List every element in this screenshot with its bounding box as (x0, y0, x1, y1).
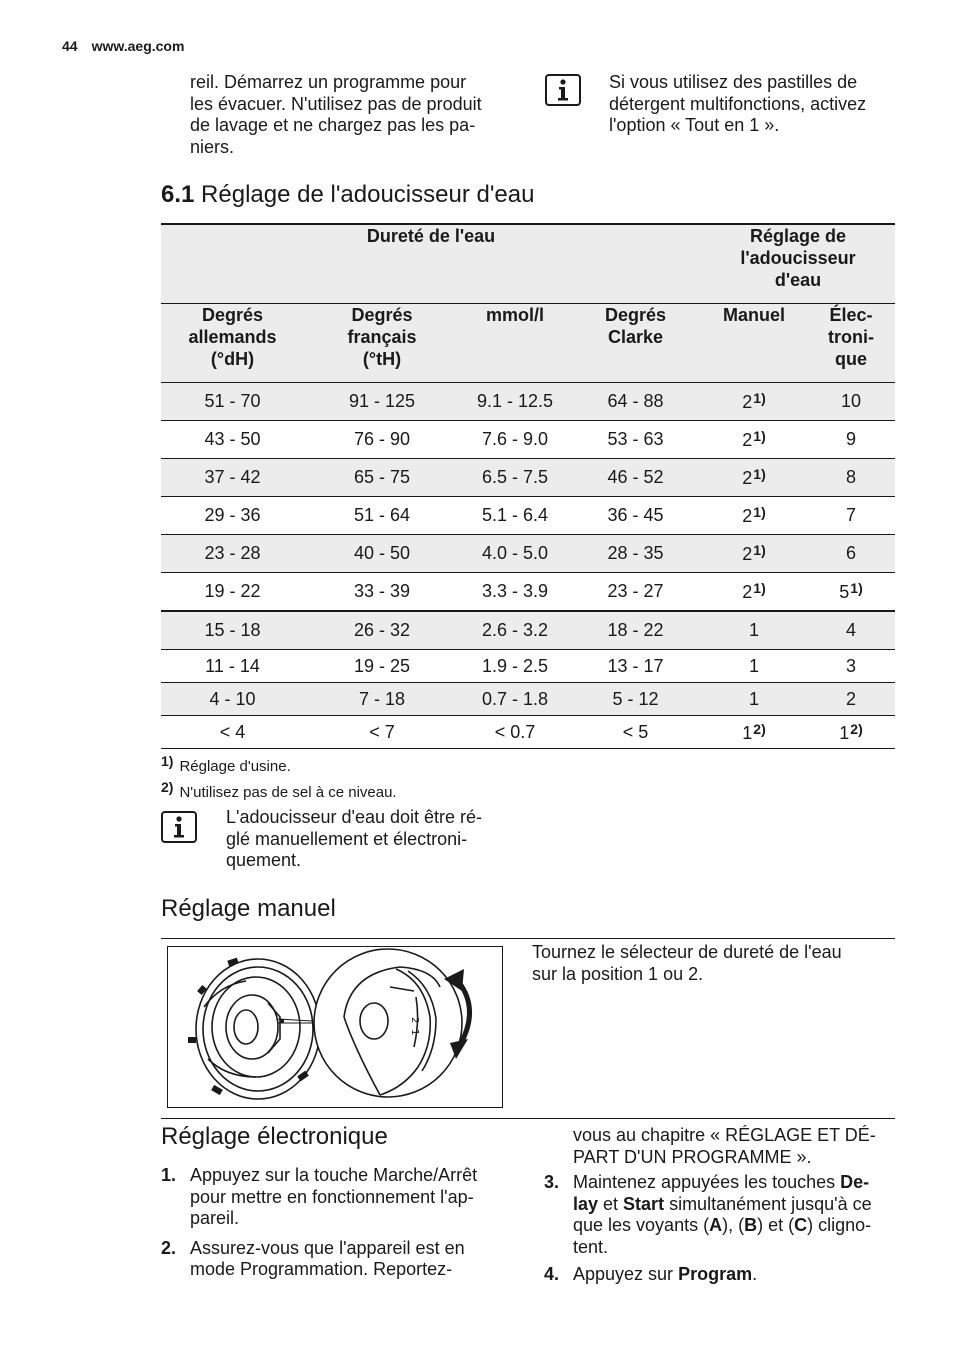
step-text: ) cligno- (807, 1215, 872, 1235)
step-number: 2. (161, 1237, 177, 1258)
cell-th: 91 - 125 (304, 383, 460, 421)
setting-value: 2 (845, 688, 856, 709)
step-2-continuation (573, 1125, 903, 1168)
divider (161, 1118, 895, 1119)
step-3 (544, 1172, 904, 1258)
footnote-text: N'utilisez pas de sel à ce niveau. (179, 784, 397, 801)
cell-manuel (701, 611, 807, 650)
cell-th: 7 - 18 (304, 683, 460, 716)
cell-elec (807, 383, 895, 421)
setting-value: 2 (742, 582, 753, 602)
cell-mmol: 9.1 - 12.5 (460, 383, 570, 421)
step-text: et (598, 1193, 624, 1214)
cell-clarke: 5 - 12 (570, 683, 701, 716)
cell-clarke: 53 - 63 (570, 421, 701, 459)
text-line: sur la position 1 ou 2. (532, 963, 704, 984)
manual-setting-text (532, 942, 892, 985)
info-note-softener (226, 807, 526, 872)
header-line: allemands (188, 327, 277, 347)
footnote-ref: 1) (850, 580, 863, 596)
note-line: L'adoucisseur d'eau doit être ré- (226, 807, 483, 827)
cell-dh: 37 - 42 (161, 459, 304, 497)
table-row (161, 497, 895, 535)
table-row (161, 535, 895, 573)
cell-th: 33 - 39 (304, 573, 460, 612)
column-header-mmol (460, 304, 570, 383)
cell-mmol: 0.7 - 1.8 (460, 683, 570, 716)
table-row (161, 611, 895, 650)
header-line: (°dH) (210, 349, 255, 369)
header-line: Degrés (604, 305, 667, 325)
header-line: Degrés (351, 305, 413, 325)
button-name-delay: De- (840, 1172, 870, 1192)
header-line: Manuel (722, 305, 785, 325)
page-header (62, 38, 198, 54)
header-line: français (347, 327, 417, 347)
section-title (161, 181, 534, 209)
cell-dh: 19 - 22 (161, 573, 304, 612)
footnote-ref: 1) (753, 390, 766, 406)
cell-mmol: 7.6 - 9.0 (460, 421, 570, 459)
cell-th: 65 - 75 (304, 459, 460, 497)
cell-dh: 43 - 50 (161, 421, 304, 459)
note-line: l'option « Tout en 1 ». (609, 115, 780, 135)
column-header-electronique (807, 304, 895, 383)
note-line: glé manuellement et électroni- (226, 828, 468, 849)
column-header-manuel (701, 304, 807, 383)
cell-elec (807, 611, 895, 650)
indicator-c: C (794, 1215, 808, 1235)
note-line: détergent multifonctions, activez (609, 93, 867, 114)
cell-manuel (701, 383, 807, 421)
cell-elec (807, 459, 895, 497)
cell-manuel (701, 683, 807, 716)
cell-manuel (701, 716, 807, 749)
cell-manuel (701, 573, 807, 612)
setting-value: 10 (840, 391, 862, 411)
intro-line: reil. Démarrez un programme pour (190, 72, 467, 92)
setting-value: 8 (845, 467, 856, 487)
intro-text (190, 72, 520, 158)
cell-dh: 29 - 36 (161, 497, 304, 535)
cell-dh: < 4 (161, 716, 304, 749)
dial-label-1: 1 (409, 1029, 420, 1036)
cell-elec (807, 650, 895, 683)
header-line: l'adoucisseur (740, 248, 856, 268)
header-line: Réglage de (749, 226, 847, 246)
manual-setting-title: Réglage manuel (161, 895, 336, 922)
step-text: ) et ( (757, 1215, 795, 1235)
step-2 (161, 1238, 511, 1281)
cell-manuel (701, 421, 807, 459)
setting-value: 1 (748, 620, 759, 640)
info-icon (545, 74, 581, 106)
step-text: . (752, 1264, 758, 1284)
website-url: www.aeg.com (91, 38, 185, 54)
cell-clarke: 46 - 52 (570, 459, 701, 497)
softener-dial-illustration (167, 946, 503, 1108)
section-number: 6.1 (161, 181, 195, 208)
step-text: Maintenez appuyées les touches (573, 1172, 841, 1192)
group-header-softener (701, 224, 895, 304)
header-line: Élec- (829, 305, 873, 325)
setting-value: 6 (845, 543, 856, 563)
group-header-hardness: Dureté de l'eau (161, 224, 701, 304)
step-line: PART D'UN PROGRAMME ». (573, 1146, 812, 1167)
cell-elec (807, 716, 895, 749)
step-text: que les voyants ( (573, 1215, 710, 1235)
note-line: quement. (226, 850, 302, 870)
step-number: 3. (544, 1172, 560, 1192)
footnote-1 (161, 752, 291, 776)
dial-drawing (168, 947, 502, 1107)
cell-manuel (701, 459, 807, 497)
cell-elec (807, 535, 895, 573)
cell-clarke: < 5 (570, 716, 701, 749)
footnote-mark: 2) (161, 779, 174, 795)
cell-clarke: 36 - 45 (570, 497, 701, 535)
cell-mmol: 2.6 - 3.2 (460, 611, 570, 650)
footnote-ref: 1) (753, 542, 766, 558)
button-name-program: Program (678, 1264, 753, 1284)
header-line: d'eau (774, 270, 822, 290)
electronic-setting-title: Réglage électronique (161, 1123, 388, 1150)
column-header-dh (161, 304, 304, 383)
table-row (161, 459, 895, 497)
cell-elec (807, 497, 895, 535)
setting-value: 5 (839, 582, 850, 602)
setting-value: 7 (845, 505, 856, 525)
cell-dh: 4 - 10 (161, 683, 304, 716)
setting-value: 2 (742, 544, 753, 564)
button-name-delay: lay (573, 1193, 599, 1214)
electronic-steps-right (544, 1172, 904, 1292)
setting-value: 1 (742, 722, 753, 743)
table-row (161, 421, 895, 459)
step-line: pareil. (190, 1208, 240, 1228)
header-line: troni- (828, 327, 874, 347)
setting-value: 1 (748, 688, 759, 709)
step-line: Assurez-vous que l'appareil est en (190, 1237, 465, 1258)
cell-elec (807, 683, 895, 716)
info-note-tablets (609, 72, 909, 137)
setting-value: 9 (845, 429, 856, 449)
cell-mmol: 6.5 - 7.5 (460, 459, 570, 497)
setting-value: 2 (742, 430, 753, 450)
setting-value: 3 (845, 655, 856, 676)
page-number: 44 (62, 38, 78, 54)
cell-manuel (701, 650, 807, 683)
header-line: Degrés (201, 305, 264, 325)
cell-mmol: 3.3 - 3.9 (460, 573, 570, 612)
step-number: 1. (161, 1165, 177, 1185)
step-line: vous au chapitre « RÉGLAGE ET DÉ- (573, 1125, 876, 1145)
indicator-b: B (744, 1215, 758, 1235)
intro-line: les évacuer. N'utilisez pas de produit (190, 93, 482, 114)
header-line: (°tH) (362, 349, 402, 369)
setting-value: 1 (748, 655, 759, 676)
footnote-2 (161, 778, 397, 802)
intro-line: de lavage et ne chargez pas les pa- (190, 115, 476, 135)
water-hardness-table (161, 223, 895, 749)
divider (161, 938, 895, 939)
table-row (161, 383, 895, 421)
setting-value: 4 (845, 620, 856, 640)
step-number: 4. (544, 1264, 560, 1284)
table-row (161, 716, 895, 749)
cell-clarke: 18 - 22 (570, 611, 701, 650)
indicator-a: A (709, 1215, 723, 1235)
cell-mmol: < 0.7 (460, 716, 570, 749)
step-text: Appuyez sur (573, 1264, 679, 1284)
dial-label-2: 2 (409, 1017, 420, 1024)
cell-clarke: 28 - 35 (570, 535, 701, 573)
cell-mmol: 5.1 - 6.4 (460, 497, 570, 535)
cell-dh: 11 - 14 (161, 650, 304, 683)
step-line: Appuyez sur la touche Marche/Arrêt (190, 1165, 478, 1185)
cell-elec (807, 573, 895, 612)
text-line: Tournez le sélecteur de dureté de l'eau (532, 942, 842, 962)
cell-manuel (701, 535, 807, 573)
button-name-start: Start (623, 1193, 665, 1214)
footnote-ref: 2) (753, 720, 766, 737)
cell-th: 26 - 32 (304, 611, 460, 650)
setting-value: 2 (742, 468, 753, 488)
cell-clarke: 13 - 17 (570, 650, 701, 683)
header-line: que (834, 349, 867, 369)
step-1 (161, 1165, 511, 1230)
column-header-th (304, 304, 460, 383)
step-line: mode Programmation. Reportez- (190, 1259, 453, 1279)
header-line: mmol/l (485, 305, 544, 325)
electronic-steps-left (161, 1165, 511, 1287)
footnote-ref: 1) (753, 428, 766, 444)
header-line: Clarke (607, 327, 664, 347)
footnote-text: Réglage d'usine. (179, 758, 291, 775)
step-text: tent. (573, 1236, 609, 1257)
cell-mmol: 1.9 - 2.5 (460, 650, 570, 683)
cell-mmol: 4.0 - 5.0 (460, 535, 570, 573)
setting-value: 1 (839, 722, 850, 743)
table-row (161, 573, 895, 612)
cell-dh: 23 - 28 (161, 535, 304, 573)
section-title-text: Réglage de l'adoucisseur d'eau (201, 181, 535, 208)
step-text: ), ( (722, 1215, 745, 1235)
cell-th: < 7 (304, 716, 460, 749)
step-4 (544, 1264, 904, 1286)
table-row (161, 650, 895, 683)
footnote-ref: 2) (850, 720, 863, 737)
footnote-mark: 1) (161, 753, 174, 769)
cell-th: 40 - 50 (304, 535, 460, 573)
cell-elec (807, 421, 895, 459)
column-header-clarke (570, 304, 701, 383)
cell-manuel (701, 497, 807, 535)
intro-line: niers. (190, 136, 235, 157)
step-line: pour mettre en fonctionnement l'ap- (190, 1186, 474, 1207)
cell-dh: 15 - 18 (161, 611, 304, 650)
cell-clarke: 64 - 88 (570, 383, 701, 421)
footnote-ref: 1) (753, 466, 766, 482)
setting-value: 2 (742, 506, 753, 526)
cell-th: 51 - 64 (304, 497, 460, 535)
info-icon (161, 811, 197, 843)
footnote-ref: 1) (753, 504, 766, 520)
table-row (161, 683, 895, 716)
note-line: Si vous utilisez des pastilles de (609, 72, 858, 92)
footnote-ref: 1) (753, 580, 766, 596)
step-text: simultanément jusqu'à ce (664, 1193, 872, 1214)
cell-th: 19 - 25 (304, 650, 460, 683)
setting-value: 2 (742, 392, 753, 412)
cell-th: 76 - 90 (304, 421, 460, 459)
cell-dh: 51 - 70 (161, 383, 304, 421)
cell-clarke: 23 - 27 (570, 573, 701, 612)
